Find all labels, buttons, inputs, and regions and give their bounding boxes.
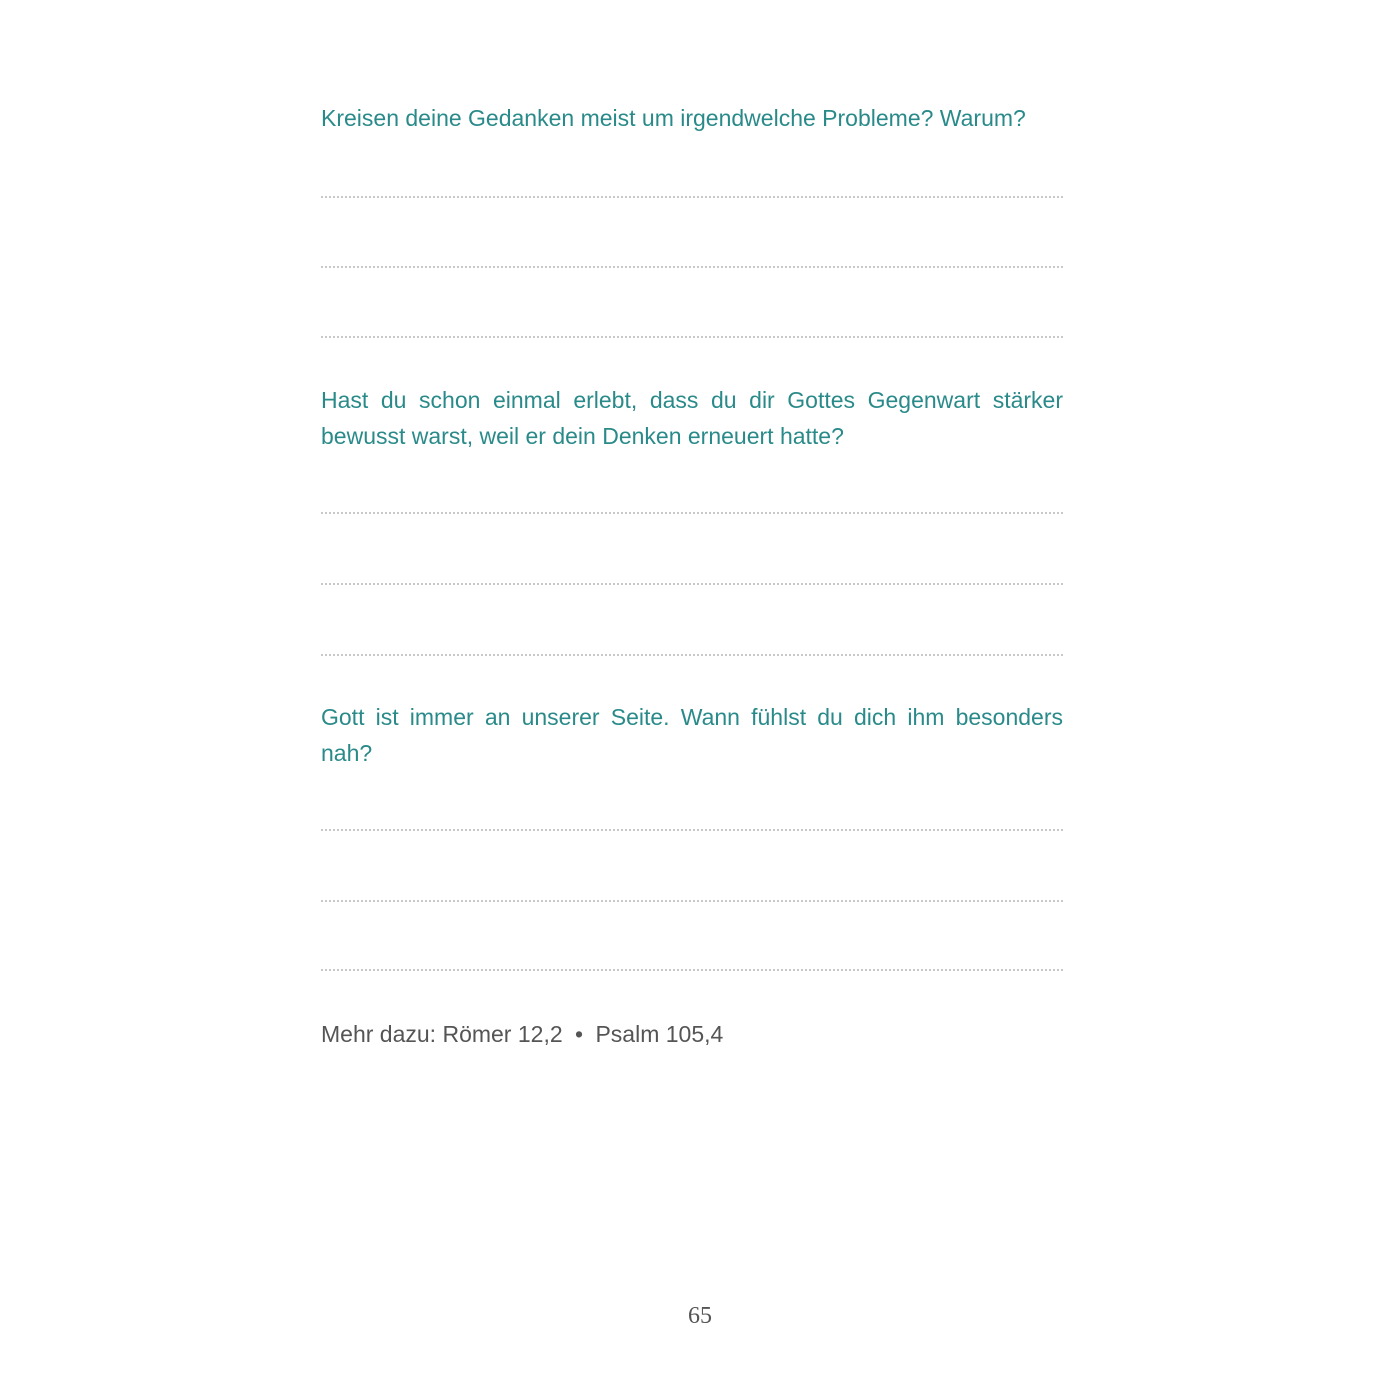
answer-line-1-3[interactable] — [321, 336, 1063, 338]
answer-line-3-1[interactable] — [321, 829, 1063, 831]
page-number: 65 — [688, 1303, 712, 1329]
more-references — [321, 1017, 723, 1051]
answer-line-3-2[interactable] — [321, 900, 1063, 902]
question-3: Gott ist immer an unserer Seite. Wann fühlst du dich ihm besonders nah? — [321, 704, 1063, 766]
bullet-separator: • — [575, 1021, 584, 1047]
answer-line-2-3[interactable] — [321, 654, 1063, 656]
answer-line-1-1[interactable] — [321, 196, 1063, 198]
reference-psalm: Psalm 105,4 — [595, 1021, 724, 1047]
answer-line-3-3[interactable] — [321, 969, 1063, 971]
answer-line-2-1[interactable] — [321, 512, 1063, 514]
answer-line-2-2[interactable] — [321, 583, 1063, 585]
more-label: Mehr dazu: — [321, 1021, 437, 1047]
question-1: Kreisen deine Gedanken meist um irgendwelche Probleme? Warum? — [321, 105, 1026, 131]
answer-line-1-2[interactable] — [321, 266, 1063, 268]
question-2: Hast du schon einmal erlebt, dass du dir Gottes Gegenwart stärker bewusst warst, weil er dein Denken erneuert hatte? — [321, 387, 1063, 449]
reference-romans: Römer 12,2 — [442, 1021, 563, 1047]
